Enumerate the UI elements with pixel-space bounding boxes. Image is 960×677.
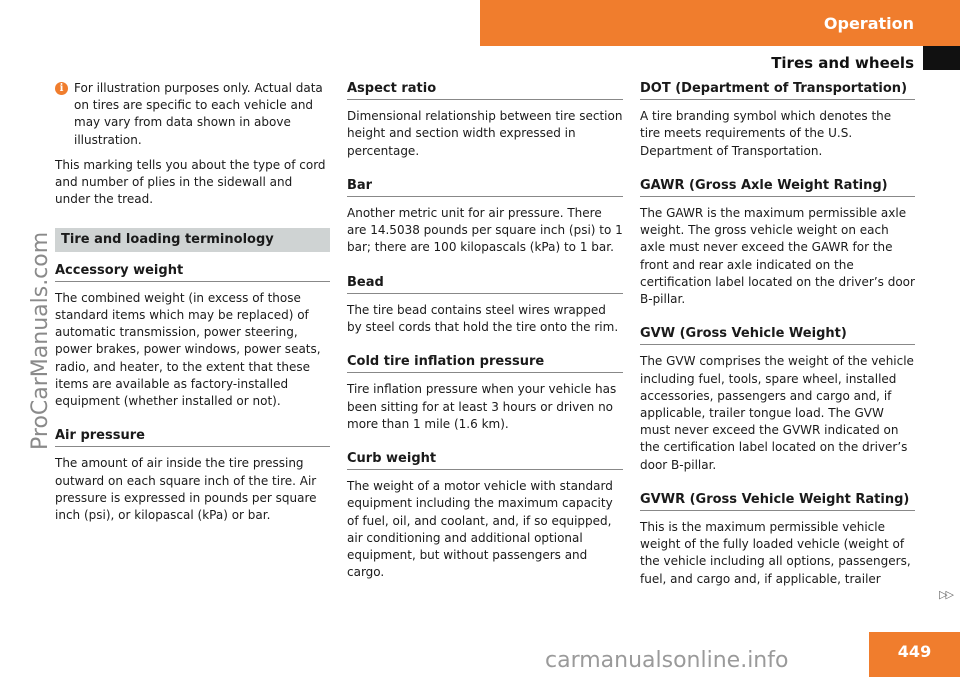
term-heading: DOT (Department of Transportation)	[640, 80, 915, 100]
page-number-text: 449	[897, 642, 932, 661]
term-heading: GVWR (Gross Vehicle Weight Rating)	[640, 491, 915, 511]
term-heading: Cold tire inflation pressure	[347, 353, 623, 373]
info-icon: i	[55, 82, 68, 95]
term-heading: Bead	[347, 274, 623, 294]
bottom-watermark: carmanualsonline.info	[545, 648, 789, 673]
column-left	[55, 80, 330, 533]
header-subsection-title: Tires and wheels	[771, 54, 914, 72]
term-heading: Curb weight	[347, 450, 623, 470]
page-number	[869, 632, 960, 677]
term-body: Another metric unit for air pressure. There are 14.5038 pounds per square inch (psi) to 1 bar; there are 100 kilopascals (kPa) to 1 bar.	[347, 206, 623, 255]
term-heading: Bar	[347, 177, 623, 197]
info-note-text: For illustration purposes only. Actual data on tires are specific to each vehicle and may vary from data shown in above illustration.	[74, 81, 323, 147]
column-middle	[347, 80, 623, 590]
term-body: A tire branding symbol which denotes the tire meets requirements of the U.S. Department of Transportation.	[640, 109, 892, 158]
column-right	[640, 80, 915, 597]
term-heading: Accessory weight	[55, 262, 330, 282]
header-marker-block	[923, 46, 960, 70]
header-section-tab	[480, 0, 960, 46]
continued-arrows-icon: ▷▷	[939, 588, 952, 601]
term-body: Dimensional relationship between tire section height and section width expressed in percentage.	[347, 109, 623, 158]
side-watermark: ProCarManuals.com	[28, 231, 53, 450]
section-heading: Tire and loading terminology	[55, 228, 330, 251]
info-note	[55, 80, 330, 149]
header-section-title: Operation	[823, 13, 914, 33]
term-heading: Air pressure	[55, 427, 330, 447]
term-body: The GAWR is the maximum permissible axle weight. The gross vehicle weight on each axle must never exceed the GAWR for the front and rear axle indicated on the certification label located on the driver’s door B-pillar.	[640, 206, 915, 307]
term-body: The GVW comprises the weight of the vehicle including fuel, tools, spare wheel, installed accessories, passengers and cargo and, if applicable, trailer tongue load. The GVW must never exceed the GVWR indicated on the certification label located on the driver’s door B-pillar.	[640, 354, 914, 472]
term-heading: GAWR (Gross Axle Weight Rating)	[640, 177, 915, 197]
term-body: The amount of air inside the tire pressing outward on each square inch of the tire. Air pressure is expressed in pounds per square inch (psi), or kilopascal (kPa) or bar.	[55, 456, 317, 523]
intro-paragraph: This marking tells you about the type of cord and number of plies in the sidewall and under the tread.	[55, 157, 326, 207]
term-body: Tire inflation pressure when your vehicle has been sitting for at least 3 hours or driven no more than 1 mile (1.6 km).	[347, 382, 617, 431]
term-heading: GVW (Gross Vehicle Weight)	[640, 325, 915, 345]
term-body: The weight of a motor vehicle with standard equipment including the maximum capacity of fuel, oil, and coolant, and, if so equipped, air conditioning and additional optional equipment, but without passengers and cargo.	[347, 479, 613, 580]
term-heading: Aspect ratio	[347, 80, 623, 100]
term-body: The combined weight (in excess of those standard items which may be replaced) of automatic transmission, power steering, power brakes, power windows, power seats, radio, and heater, to the extent that these items are available as factory-installed equipment (whether installed or not).	[55, 290, 321, 409]
term-body: The tire bead contains steel wires wrapped by steel cords that hold the tire onto the rim.	[347, 302, 619, 335]
term-body: This is the maximum permissible vehicle weight of the fully loaded vehicle (weight of the vehicle including all options, passengers, fuel, and cargo and, if applicable, trailer	[640, 520, 911, 586]
